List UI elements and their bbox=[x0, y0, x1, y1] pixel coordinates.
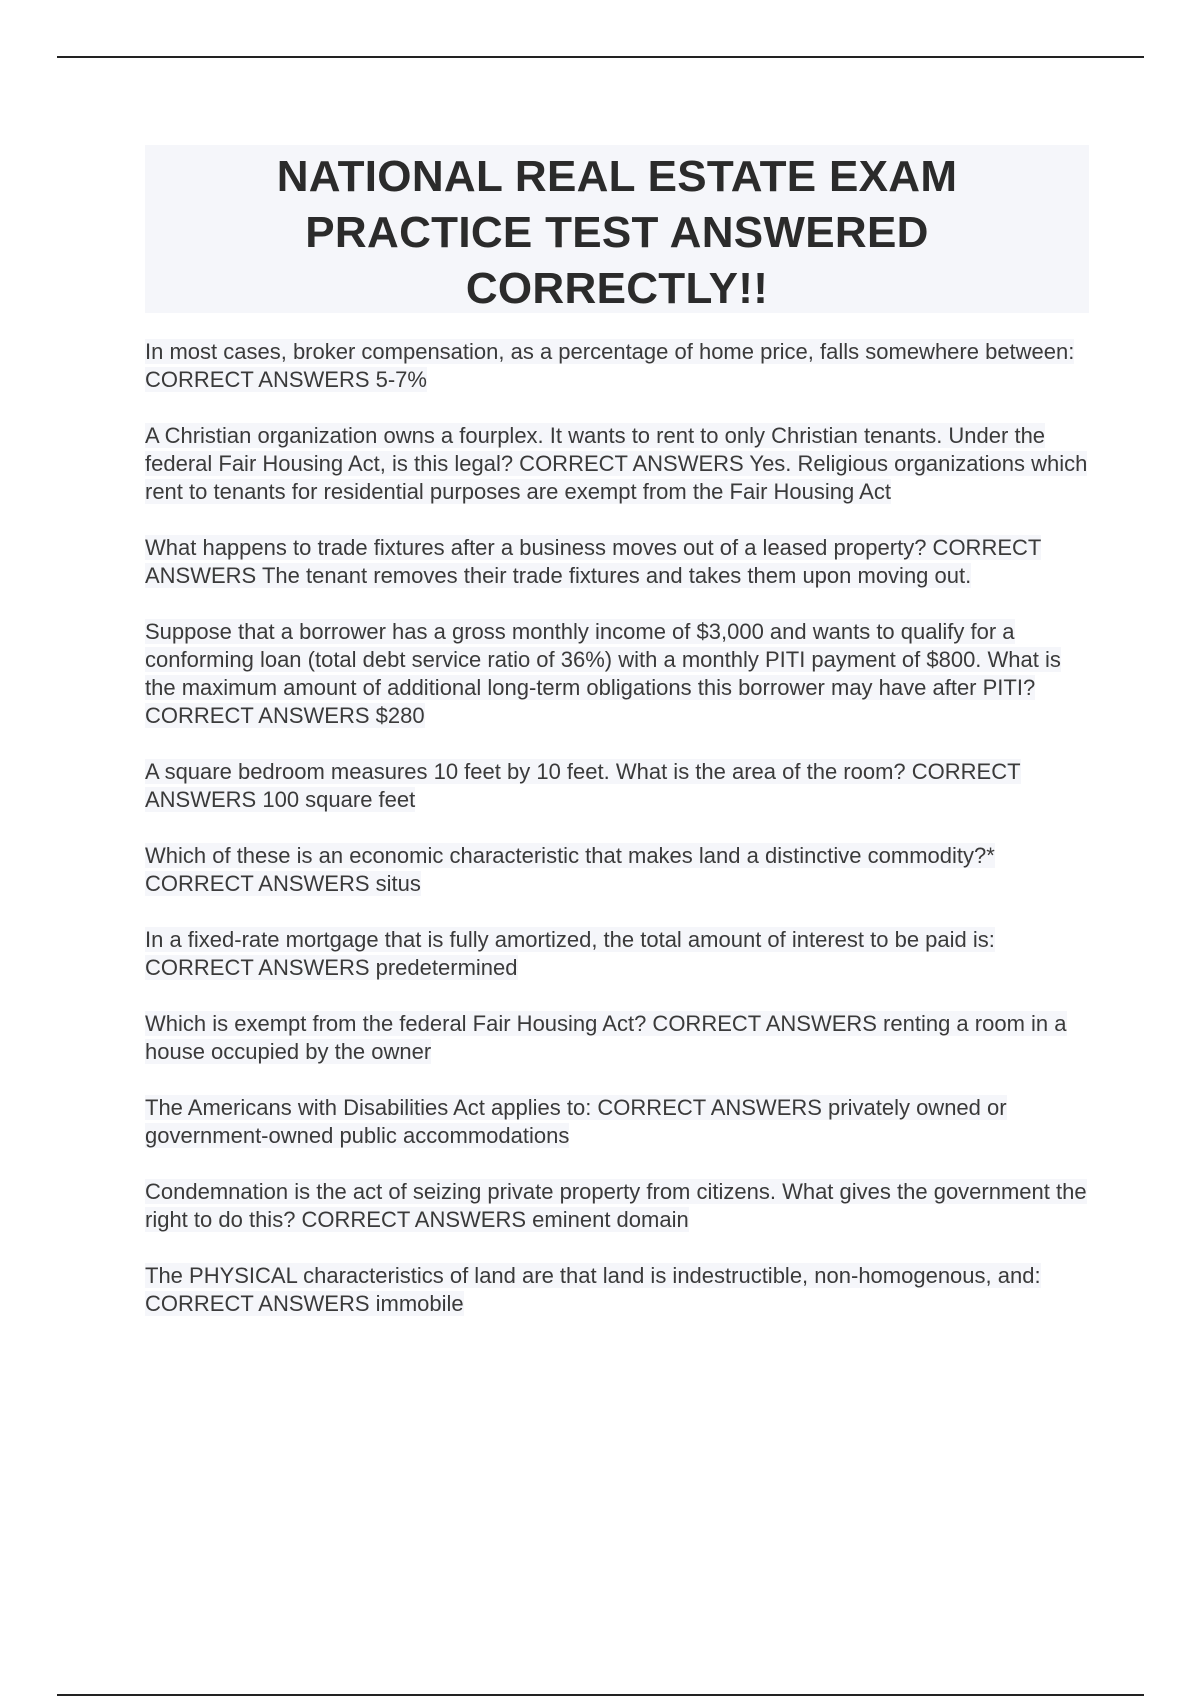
bottom-rule bbox=[57, 1694, 1144, 1696]
qa-text: In most cases, broker compensation, as a percentage of home price, falls somewhere between: CORRECT ANSWERS 5-7% bbox=[145, 339, 1075, 392]
qa-text: A Christian organization owns a fourplex. It wants to rent to only Christian tenants. Under the federal Fair Housing Act, is this legal? CORRECT ANSWERS Yes. Religious organizations which rent to tenants for residential purposes are exempt from the Fair Housing Act bbox=[145, 423, 1088, 504]
qa-item bbox=[145, 618, 1095, 730]
qa-item bbox=[145, 758, 1095, 814]
qa-text: The Americans with Disabilities Act applies to: CORRECT ANSWERS privately owned or government-owned public accommodations bbox=[145, 1095, 1007, 1148]
qa-text: The PHYSICAL characteristics of land are that land is indestructible, non-homogenous, and: CORRECT ANSWERS immobile bbox=[145, 1263, 1041, 1316]
title-line-1: NATIONAL REAL ESTATE EXAM bbox=[276, 152, 958, 201]
qa-item bbox=[145, 842, 1095, 898]
qa-item bbox=[145, 338, 1095, 394]
qa-item bbox=[145, 926, 1095, 982]
qa-text: A square bedroom measures 10 feet by 10 feet. What is the area of the room? CORRECT ANSWERS 100 square feet bbox=[145, 759, 1021, 812]
qa-item bbox=[145, 1094, 1095, 1150]
qa-text: Suppose that a borrower has a gross monthly income of $3,000 and wants to qualify for a conforming loan (total debt service ratio of 36%) with a monthly PITI payment of $800. What is the maximum amount of additional long-term obligations this borrower may have after PITI? CORRECT ANSWERS $280 bbox=[145, 619, 1061, 728]
qa-item bbox=[145, 422, 1095, 506]
qa-item bbox=[145, 1010, 1095, 1066]
qa-item bbox=[145, 1178, 1095, 1234]
qa-text: What happens to trade fixtures after a business moves out of a leased property? CORRECT ANSWERS The tenant removes their trade fixtures and takes them upon moving out. bbox=[145, 535, 1042, 588]
qa-text: In a fixed-rate mortgage that is fully amortized, the total amount of interest to be paid is: CORRECT ANSWERS predetermined bbox=[145, 927, 995, 980]
qa-item bbox=[145, 1262, 1095, 1318]
document-title bbox=[145, 145, 1089, 313]
title-line-3: CORRECTLY!! bbox=[465, 264, 769, 313]
qa-text: Condemnation is the act of seizing private property from citizens. What gives the government the right to do this? CORRECT ANSWERS eminent domain bbox=[145, 1179, 1087, 1232]
qa-item bbox=[145, 534, 1095, 590]
qa-text: Which is exempt from the federal Fair Housing Act? CORRECT ANSWERS renting a room in a house occupied by the owner bbox=[145, 1011, 1067, 1064]
top-rule bbox=[57, 56, 1144, 58]
qa-text: Which of these is an economic characteristic that makes land a distinctive commodity?* CORRECT ANSWERS situs bbox=[145, 843, 995, 896]
title-line-2: PRACTICE TEST ANSWERED bbox=[305, 208, 929, 257]
qa-list bbox=[145, 338, 1095, 1346]
